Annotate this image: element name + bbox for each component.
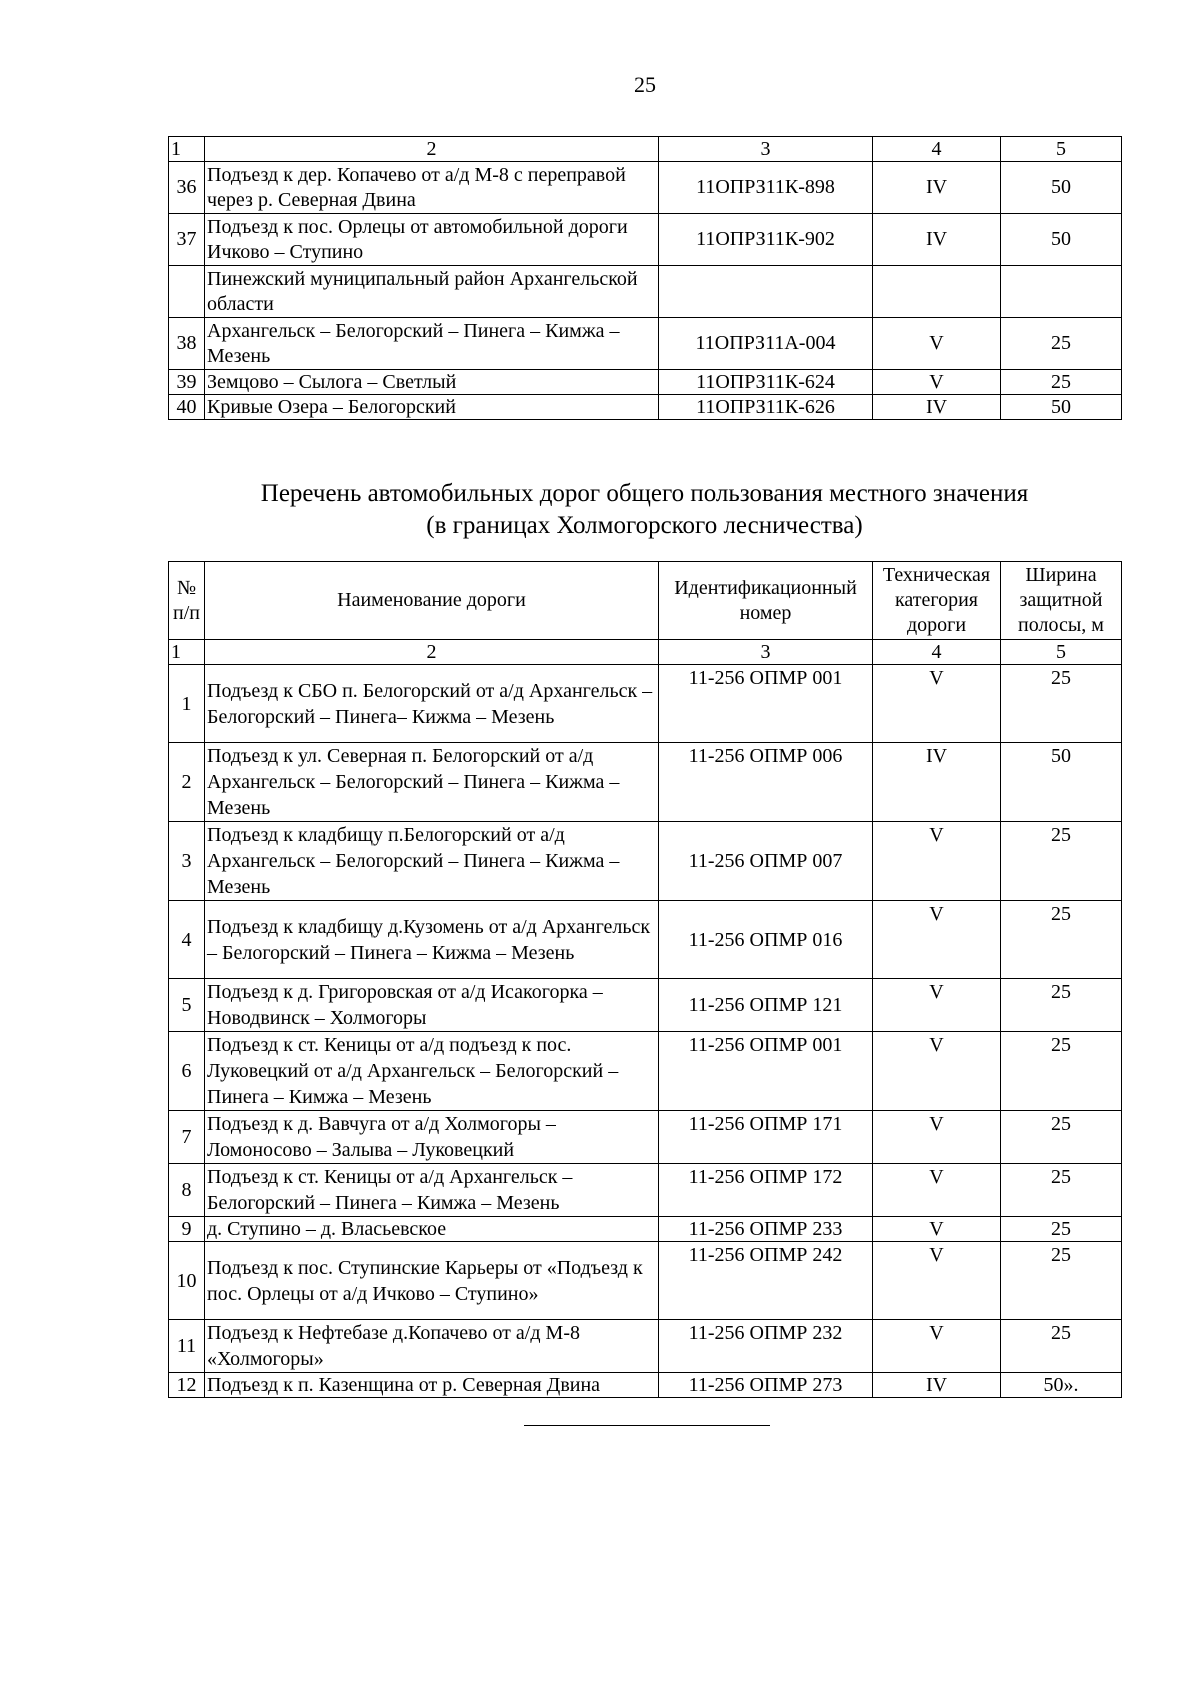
road-name: Подъезд к ст. Кеницы от а/д Архангельск – Белогорский – Пинега – Кимжа – Мезень xyxy=(205,1164,659,1217)
col-number: 4 xyxy=(873,640,1001,665)
row-number: 36 xyxy=(169,162,205,214)
section-title-line: (в границах Холмогорского лесничества) xyxy=(426,512,863,539)
header-number: № п/п xyxy=(169,562,205,640)
row-number: 1 xyxy=(169,665,205,743)
road-name: Подъезд к ул. Северная п. Белогорский от а/д Архангельск – Белогорский – Пинега – Кижма – Мезень xyxy=(205,743,659,822)
road-category: IV xyxy=(873,1373,1001,1398)
section-title xyxy=(168,478,1121,542)
row-number: 4 xyxy=(169,901,205,979)
table-row-district xyxy=(169,266,1122,318)
row-number: 6 xyxy=(169,1032,205,1111)
col-number: 1 xyxy=(169,640,205,665)
strip-width: 25 xyxy=(1001,1320,1122,1373)
table-row xyxy=(169,214,1122,266)
table-header-row xyxy=(169,562,1122,640)
road-id: 11-256 ОПМР 273 xyxy=(659,1373,873,1398)
road-name: Подъезд к пос. Ступинские Карьеры от «Подъезд к пос. Орлецы от а/д Ичково – Ступино» xyxy=(205,1242,659,1320)
table-row xyxy=(169,901,1122,979)
road-name: Подъезд к кладбищу д.Кузомень от а/д Архангельск – Белогорский – Пинега – Кижма – Мезень xyxy=(205,901,659,979)
strip-width: 25 xyxy=(1001,665,1122,743)
road-category: V xyxy=(873,1242,1001,1320)
roads-table-continued xyxy=(168,136,1122,420)
road-name: Подъезд к д. Григоровская от а/д Исакогорка – Новодвинск – Холмогоры xyxy=(205,979,659,1032)
row-number: 5 xyxy=(169,979,205,1032)
row-number: 40 xyxy=(169,395,205,420)
strip-width: 25 xyxy=(1001,1242,1122,1320)
table-row xyxy=(169,370,1122,395)
col-number: 2 xyxy=(205,640,659,665)
row-number: 8 xyxy=(169,1164,205,1217)
road-id: 11-256 ОПМР 232 xyxy=(659,1320,873,1373)
table-row xyxy=(169,1320,1122,1373)
table-row xyxy=(169,1164,1122,1217)
road-name: Подъезд к дер. Копачево от а/д М-8 с переправой через р. Северная Двина xyxy=(205,162,659,214)
column-number-row xyxy=(169,640,1122,665)
table-row xyxy=(169,1111,1122,1164)
page-number: 25 xyxy=(634,72,656,97)
strip-width: 25 xyxy=(1001,1164,1122,1217)
header-road-id: Идентификационный номер xyxy=(659,562,873,640)
table-row xyxy=(169,743,1122,822)
road-name: Подъезд к ст. Кеницы от а/д подъезд к пос. Луковецкий от а/д Архангельск – Белогорский – Пинега – Кимжа – Мезень xyxy=(205,1032,659,1111)
col-number: 5 xyxy=(1001,137,1122,162)
col-number: 2 xyxy=(205,137,659,162)
local-roads-table xyxy=(168,561,1122,1398)
strip-width: 25 xyxy=(1001,370,1122,395)
col-number: 1 xyxy=(169,137,205,162)
row-number: 38 xyxy=(169,318,205,370)
road-category: V xyxy=(873,979,1001,1032)
header-category: Техническая категория дороги xyxy=(873,562,1001,640)
strip-width: 50». xyxy=(1001,1373,1122,1398)
strip-width xyxy=(1001,266,1122,318)
road-name: Подъезд к кладбищу п.Белогорский от а/д Архангельск – Белогорский – Пинега – Кижма – Мезень xyxy=(205,822,659,901)
road-id: 11-256 ОПМР 001 xyxy=(659,1032,873,1111)
strip-width: 25 xyxy=(1001,1111,1122,1164)
road-category: V xyxy=(873,1164,1001,1217)
table-row xyxy=(169,979,1122,1032)
road-id: 11-256 ОПМР 171 xyxy=(659,1111,873,1164)
row-number xyxy=(169,266,205,318)
road-category: V xyxy=(873,1111,1001,1164)
col-number: 3 xyxy=(659,640,873,665)
table-row xyxy=(169,1373,1122,1398)
road-category: V xyxy=(873,901,1001,979)
row-number: 12 xyxy=(169,1373,205,1398)
road-id: 11-256 ОПМР 001 xyxy=(659,665,873,743)
table-row xyxy=(169,1032,1122,1111)
row-number: 3 xyxy=(169,822,205,901)
road-name: Подъезд к пос. Орлецы от автомобильной дороги Ичково – Ступино xyxy=(205,214,659,266)
strip-width: 25 xyxy=(1001,822,1122,901)
road-id: 11-256 ОПМР 007 xyxy=(659,822,873,901)
road-category: V xyxy=(873,1032,1001,1111)
table-row xyxy=(169,318,1122,370)
road-id: 11-256 ОПМР 016 xyxy=(659,901,873,979)
road-id: 11ОПРЗ11К-898 xyxy=(659,162,873,214)
row-number: 11 xyxy=(169,1320,205,1373)
strip-width: 50 xyxy=(1001,395,1122,420)
table-row xyxy=(169,395,1122,420)
strip-width: 25 xyxy=(1001,979,1122,1032)
road-id xyxy=(659,266,873,318)
column-number-row xyxy=(169,137,1122,162)
road-name: Земцово – Сылога – Светлый xyxy=(205,370,659,395)
road-id: 11ОПРЗ11А-004 xyxy=(659,318,873,370)
road-category: IV xyxy=(873,214,1001,266)
strip-width: 50 xyxy=(1001,743,1122,822)
road-id: 11-256 ОПМР 242 xyxy=(659,1242,873,1320)
road-category: IV xyxy=(873,395,1001,420)
header-strip-width: Ширина защитной полосы, м xyxy=(1001,562,1122,640)
table-row xyxy=(169,162,1122,214)
col-number: 3 xyxy=(659,137,873,162)
road-name: Кривые Озера – Белогорский xyxy=(205,395,659,420)
row-number: 39 xyxy=(169,370,205,395)
road-category: IV xyxy=(873,743,1001,822)
table-row xyxy=(169,665,1122,743)
road-id: 11ОПРЗ11К-902 xyxy=(659,214,873,266)
road-name: Подъезд к д. Вавчуга от а/д Холмогоры – Ломоносово – Залыва – Луковецкий xyxy=(205,1111,659,1164)
road-id: 11ОПРЗ11К-626 xyxy=(659,395,873,420)
table-row xyxy=(169,1217,1122,1242)
row-number: 10 xyxy=(169,1242,205,1320)
section-title-line: Перечень автомобильных дорог общего пользования местного значения xyxy=(260,480,1029,507)
col-number: 5 xyxy=(1001,640,1122,665)
road-name: Подъезд к СБО п. Белогорский от а/д Архангельск – Белогорский – Пинега– Кижма – Мезень xyxy=(205,665,659,743)
road-id: 11-256 ОПМР 006 xyxy=(659,743,873,822)
road-id: 11ОПРЗ11К-624 xyxy=(659,370,873,395)
road-name: д. Ступино – д. Власьевское xyxy=(205,1217,659,1242)
road-name: Подъезд к Нефтебазе д.Копачево от а/д М-8 «Холмогоры» xyxy=(205,1320,659,1373)
strip-width: 25 xyxy=(1001,1217,1122,1242)
strip-width: 25 xyxy=(1001,901,1122,979)
road-category: V xyxy=(873,1217,1001,1242)
road-id: 11-256 ОПМР 121 xyxy=(659,979,873,1032)
road-id: 11-256 ОПМР 233 xyxy=(659,1217,873,1242)
row-number: 37 xyxy=(169,214,205,266)
row-number: 7 xyxy=(169,1111,205,1164)
road-category: IV xyxy=(873,162,1001,214)
strip-width: 50 xyxy=(1001,214,1122,266)
road-category: V xyxy=(873,822,1001,901)
row-number: 9 xyxy=(169,1217,205,1242)
road-name: Архангельск – Белогорский – Пинега – Кимжа – Мезень xyxy=(205,318,659,370)
road-name: Подъезд к п. Казенщина от р. Северная Двина xyxy=(205,1373,659,1398)
end-divider-line xyxy=(524,1425,770,1426)
table-row xyxy=(169,822,1122,901)
header-road-name: Наименование дороги xyxy=(205,562,659,640)
strip-width: 25 xyxy=(1001,1032,1122,1111)
table-row xyxy=(169,1242,1122,1320)
road-category xyxy=(873,266,1001,318)
road-category: V xyxy=(873,665,1001,743)
road-category: V xyxy=(873,1320,1001,1373)
strip-width: 25 xyxy=(1001,318,1122,370)
road-category: V xyxy=(873,370,1001,395)
district-name: Пинежский муниципальный район Архангельской области xyxy=(205,266,659,318)
col-number: 4 xyxy=(873,137,1001,162)
strip-width: 50 xyxy=(1001,162,1122,214)
row-number: 2 xyxy=(169,743,205,822)
road-id: 11-256 ОПМР 172 xyxy=(659,1164,873,1217)
road-category: V xyxy=(873,318,1001,370)
